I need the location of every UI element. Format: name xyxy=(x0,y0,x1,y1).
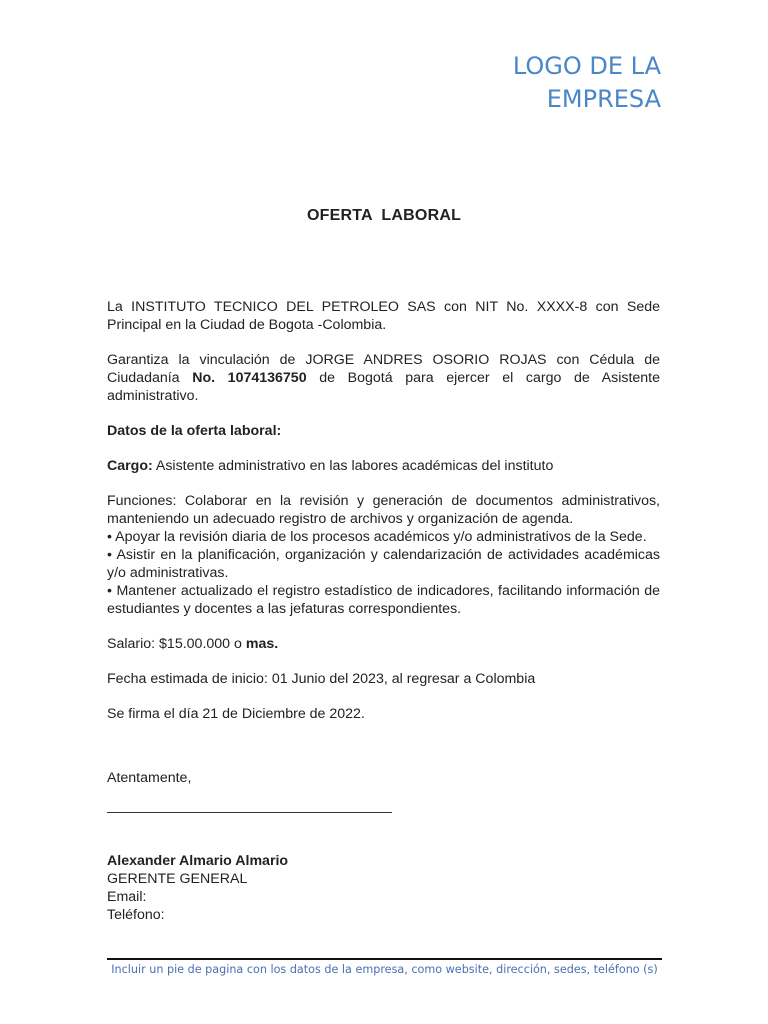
cargo-value: Asistente administrativo en las labores académicas del instituto xyxy=(152,458,554,474)
signer-position: GERENTE GENERAL xyxy=(107,871,248,887)
logo-line-1: LOGO DE LA xyxy=(512,52,661,80)
guarantee-text-end: de Bogotá para ejercer el cargo de Asistente administrativo. xyxy=(107,370,660,404)
functions-paragraph: Funciones: Colaborar en la revisión y generación de documentos administrativos, manteniendo un adecuado registro de archivos y organización de agenda. xyxy=(107,493,660,527)
start-date-line: Fecha estimada de inicio: 01 Junio del 2023, al regresar a Colombia xyxy=(107,671,536,687)
function-item: • Mantener actualizado el registro estadístico de indicadores, facilitando información de estudiantes y docentes a las jefaturas correspondientes. xyxy=(107,583,660,617)
signer-email: Email: xyxy=(107,889,147,905)
offer-heading: Datos de la oferta laboral: xyxy=(107,423,282,439)
function-item: • Apoyar la revisión diaria de los procesos académicos y/o administrativos de la Sede. xyxy=(107,529,647,545)
cargo-line xyxy=(107,457,660,475)
document-title: OFERTA LABORAL xyxy=(306,207,462,224)
intro-paragraph: La INSTITUTO TECNICO DEL PETROLEO SAS con NIT No. XXXX-8 con Sede Principal en la Ciudad de Bogota -Colombia. xyxy=(107,299,660,333)
footer-note: Incluir un pie de pagina con los datos de la empresa, como website, dirección, sedes, teléfono (s) xyxy=(111,963,658,976)
salary-line xyxy=(107,635,660,653)
signed-date-line: Se firma el día 21 de Diciembre de 2022. xyxy=(107,706,365,722)
signature-block xyxy=(107,852,288,924)
logo-line-2: EMPRESA xyxy=(546,85,661,113)
salary-bold: mas. xyxy=(245,636,279,652)
company-logo-placeholder xyxy=(513,50,661,116)
cargo-label: Cargo: xyxy=(107,458,153,474)
footer-divider xyxy=(107,958,662,960)
id-number: No. 1074136750 xyxy=(192,370,307,386)
guarantee-paragraph xyxy=(107,351,660,405)
signer-name: Alexander Almario Almario xyxy=(107,853,289,869)
letter-body xyxy=(107,298,660,787)
signer-phone: Teléfono: xyxy=(107,907,165,923)
function-item: • Asistir en la planificación, organización y calendarización de actividades académicas y/o administrativas. xyxy=(107,547,660,581)
salary-text: Salario: $15.00.000 o xyxy=(107,636,246,652)
closing-line: Atentamente, xyxy=(107,770,192,786)
guarantee-text: Garantiza la vinculación de JORGE ANDRES OSORIO ROJAS con Cédula de Ciudadanía xyxy=(107,352,660,386)
signature-line xyxy=(107,812,392,813)
